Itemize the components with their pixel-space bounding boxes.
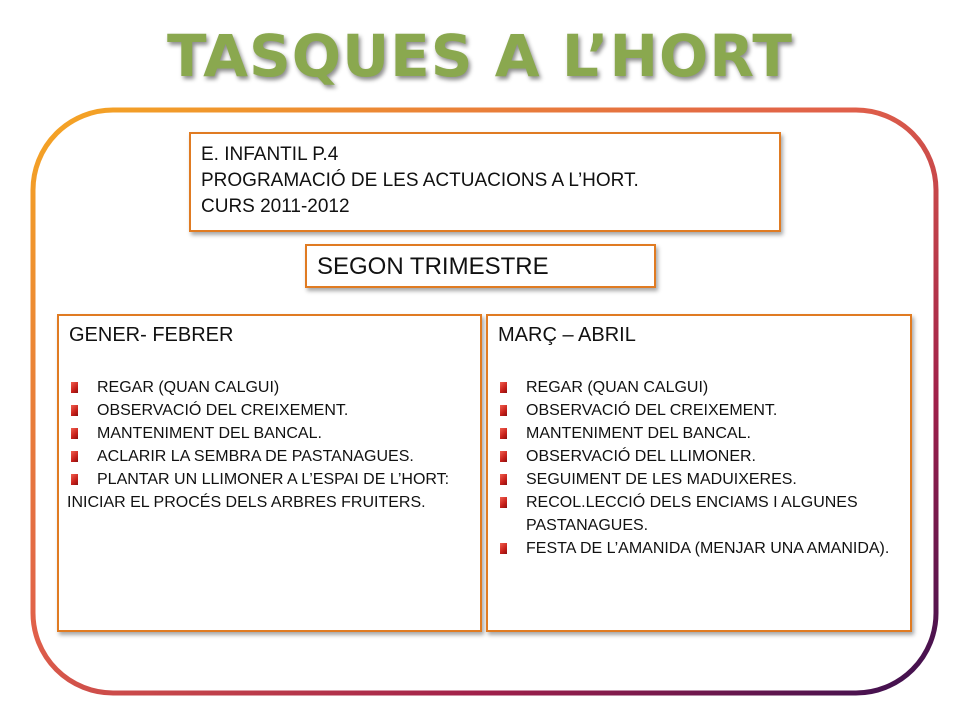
page-title: TASQUES A L’HORT (167, 22, 793, 90)
list-item: OBSERVACIÓ DEL CREIXEMENT. (67, 399, 472, 422)
header-line-1: E. INFANTIL P.4 (201, 144, 339, 165)
bullet-icon (500, 428, 507, 439)
bullet-icon (71, 451, 78, 462)
list-item: OBSERVACIÓ DEL LLIMONER. (496, 445, 902, 468)
bullet-icon (71, 428, 78, 439)
list-item: ACLARIR LA SEMBRA DE PASTANAGUES. (67, 445, 472, 468)
left-column-heading: GENER- FEBRER (69, 324, 234, 346)
right-column-heading: MARÇ – ABRIL (498, 324, 636, 346)
bullet-icon (500, 543, 507, 554)
list-item: RECOL.LECCIÓ DELS ENCIAMS I ALGUNES PASTANAGUES. (496, 491, 902, 537)
list-item: MANTENIMENT DEL BANCAL. (496, 422, 902, 445)
left-column-box (57, 314, 482, 632)
list-item: FESTA DE L’AMANIDA (MENJAR UNA AMANIDA). (496, 537, 902, 560)
header-box (189, 132, 781, 232)
bullet-icon (500, 474, 507, 485)
list-item: REGAR (QUAN CALGUI) (496, 376, 902, 399)
list-item: SEGUIMENT DE LES MADUIXERES. (496, 468, 902, 491)
list-item: PLANTAR UN LLIMONER A L’ESPAI DE L’HORT: (67, 468, 472, 491)
bullet-icon (500, 382, 507, 393)
list-item: REGAR (QUAN CALGUI) (67, 376, 472, 399)
left-task-list (67, 376, 472, 491)
trimester-box (305, 244, 656, 288)
bullet-icon (71, 405, 78, 416)
header-line-2: PROGRAMACIÓ DE LES ACTUACIONS A L’HORT. (201, 170, 639, 191)
bullet-icon (71, 474, 78, 485)
bullet-icon (500, 497, 507, 508)
header-line-3: CURS 2011-2012 (201, 196, 350, 217)
trimester-label: SEGON TRIMESTRE (317, 253, 549, 280)
list-item: OBSERVACIÓ DEL CREIXEMENT. (496, 399, 902, 422)
bullet-icon (500, 451, 507, 462)
right-column-box (486, 314, 912, 632)
list-item: MANTENIMENT DEL BANCAL. (67, 422, 472, 445)
left-extra-text: INICIAR EL PROCÉS DELS ARBRES FRUITERS. (67, 494, 426, 511)
bullet-icon (500, 405, 507, 416)
bullet-icon (71, 382, 78, 393)
right-task-list (496, 376, 902, 560)
